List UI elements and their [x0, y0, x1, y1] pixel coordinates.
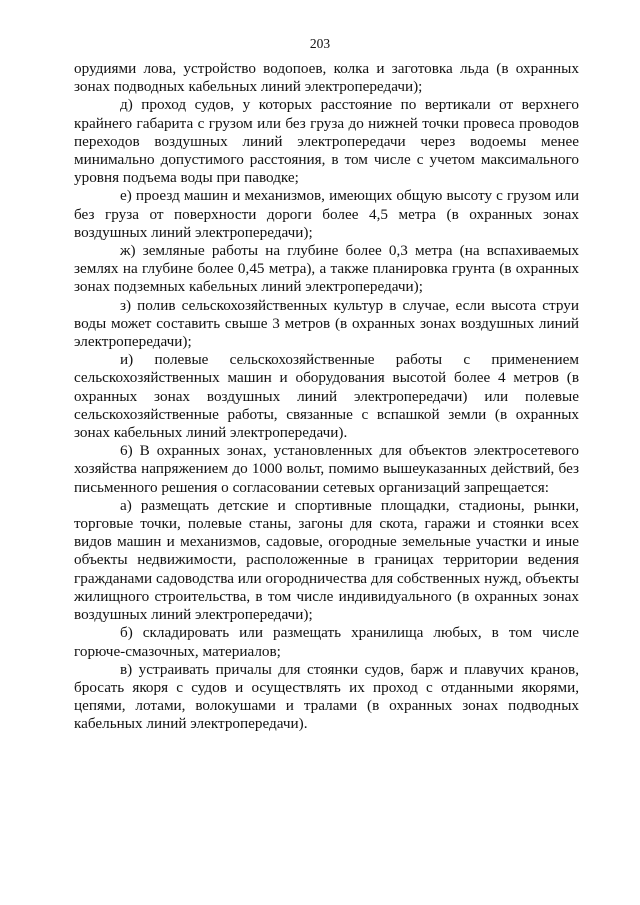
paragraph-continuation: орудиями лова, устройство водопоев, колка и заготовка льда (в охранных зонах подводных кабельных линий электропередачи); [74, 60, 579, 96]
paragraph-item-d: д) проход судов, у которых расстояние по вертикали от верхнего крайнего габарита с грузом или без груза до нижней точки провеса проводов переходов воздушных линий электропередачи через водоемы менее минимально допустимого расстояния, в том числе с учетом максимального уровня подъема воды при паводке; [74, 96, 579, 187]
paragraph-item-zh: ж) земляные работы на глубине более 0,3 метра (на вспахиваемых землях на глубине более 0,45 метра), а также планировка грунта (в охранных зонах подземных кабельных линий электропередачи); [74, 242, 579, 296]
paragraph-item-a: а) размещать детские и спортивные площадки, стадионы, рынки, торговые точки, полевые станы, загоны для скота, гаражи и стоянки всех видов машин и механизмов, садовые, огородные земельные участки и иные объекты недвижимости, расположенные в границах территории ведения гражданами садоводства или огородничества для собственных нужд, объекты жилищного строительства, в том числе индивидуального (в охранных зонах воздушных линий электропередачи); [74, 496, 579, 624]
paragraph-item-v: в) устраивать причалы для стоянки судов, барж и плавучих кранов, бросать якоря с судов и осуществлять их проход с отданными якорями, цепями, лотами, волокушами и тралами (в охранных зонах подводных кабельных линий электропередачи). [74, 660, 579, 733]
paragraph-section-6: 6) В охранных зонах, установленных для объектов электросетевого хозяйства напряжением до 1000 вольт, помимо вышеуказанных действий, без письменного решения о согласовании сетевых организаций запрещается: [74, 442, 579, 496]
paragraph-item-b: б) складировать или размещать хранилища любых, в том числе горюче-смазочных, материалов; [74, 624, 579, 660]
page-number: 203 [309, 36, 331, 51]
paragraph-item-e: е) проезд машин и механизмов, имеющих общую высоту с грузом или без груза от поверхности дороги более 4,5 метра (в охранных зонах воздушных линий электропередачи); [74, 187, 579, 241]
paragraph-item-i: и) полевые сельскохозяйственные работы с применением сельскохозяйственных машин и оборудования высотой более 4 метров (в охранных зонах воздушных линий электропередачи) или полевые сельскохозяйственные работы, связанные с вспашкой земли (в охранных зонах кабельных линий электропередачи). [74, 351, 579, 442]
document-body [74, 60, 579, 734]
paragraph-item-z: з) полив сельскохозяйственных культур в случае, если высота струи воды может составить свыше 3 метров (в охранных зонах воздушных линий электропередачи); [74, 296, 579, 351]
